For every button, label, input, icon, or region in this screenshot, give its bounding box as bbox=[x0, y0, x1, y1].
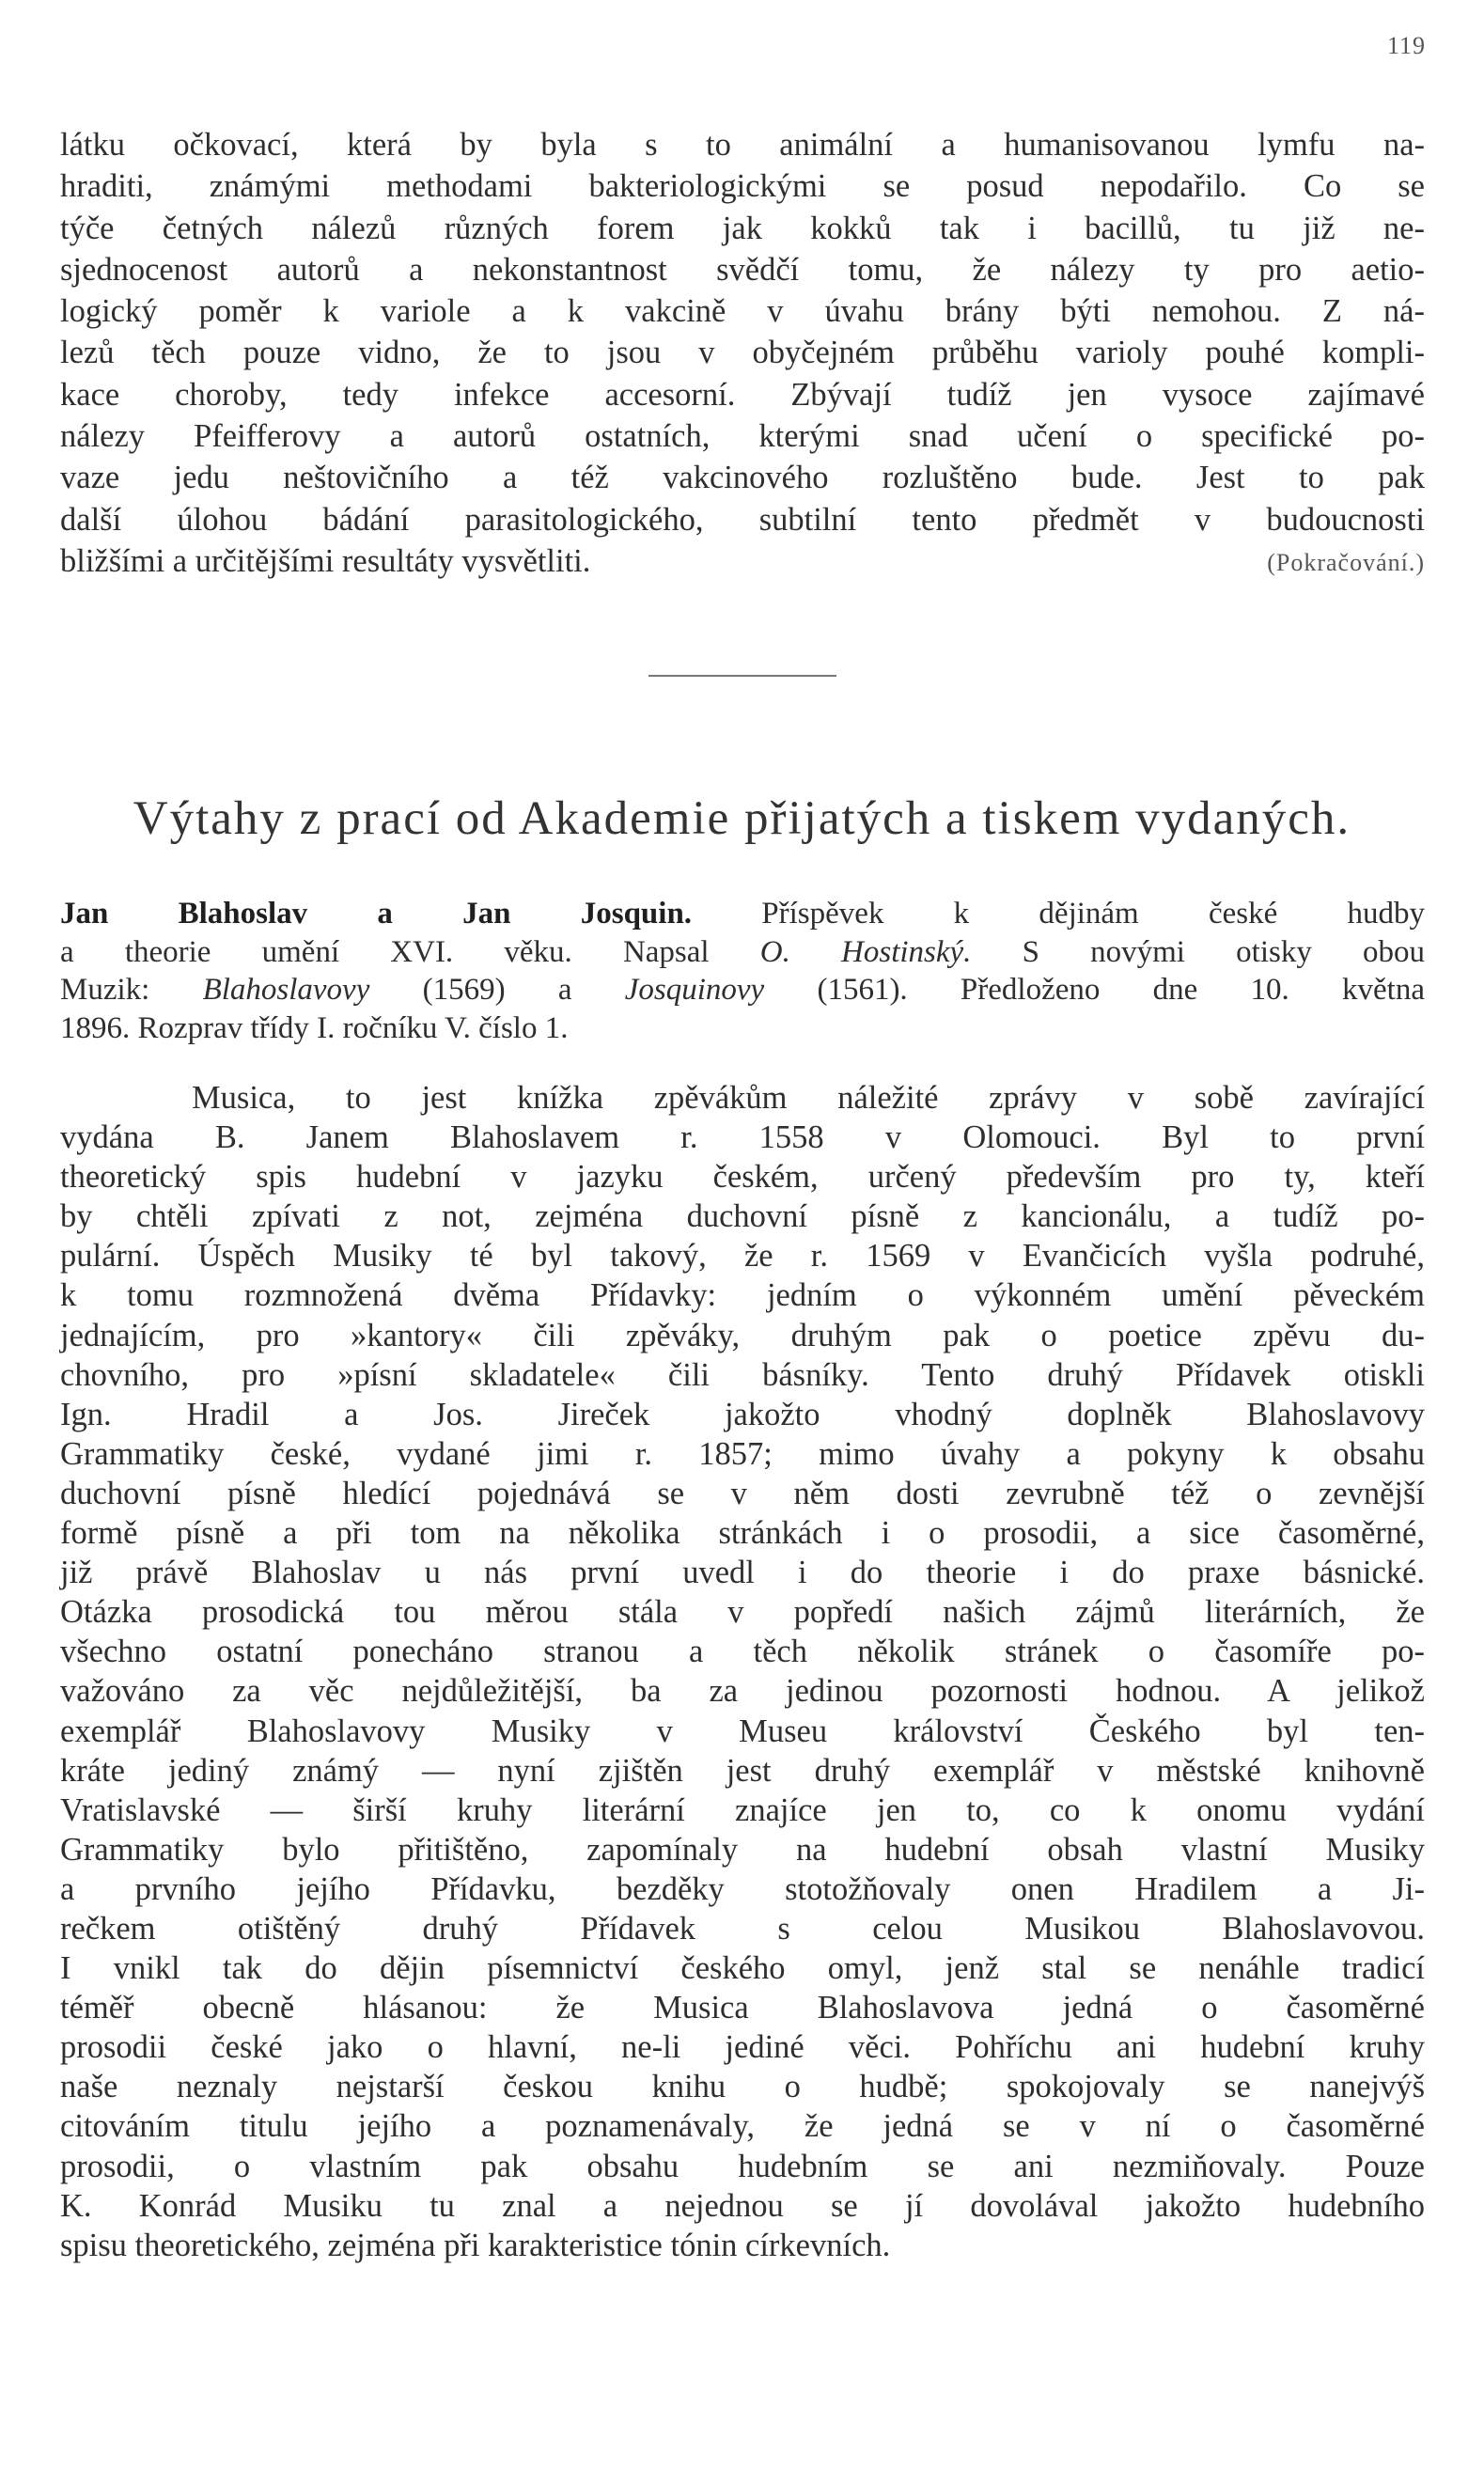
text-line: nálezy Pfeifferovy a autorů ostatních, kterými snad učení o specifické po- bbox=[60, 418, 1425, 455]
body-paragraph bbox=[60, 1078, 1425, 2265]
text-line: K. Konrád Musiku tu znal a nejednou se jí dovolával jakožto hudebního bbox=[60, 2187, 1425, 2224]
page-number: 119 bbox=[1386, 32, 1426, 59]
text-line: Ign. Hradil a Jos. Jireček jakožto vhodný doplněk Blahoslavovy bbox=[60, 1396, 1425, 1432]
text-line: logický poměr k variole a k vakcině v úvahu brány býti nemohou. Z ná- bbox=[60, 293, 1425, 330]
entry-text: (1569) a bbox=[422, 973, 572, 1007]
text-line: exemplář Blahoslavovy Musiky v Museu království Českého byl ten- bbox=[60, 1713, 1425, 1749]
text-line: I vnikl tak do dějin písemnictví českého omyl, jenž stal se nenáhle tradicí bbox=[60, 1950, 1425, 1987]
text-line: hraditi, známými methodami bakteriologickými se posud nepodařilo. Co se bbox=[60, 168, 1425, 205]
text-line: theoretický spis hudební v jazyku českém, určený především pro ty, kteří bbox=[60, 1159, 1425, 1196]
text-line: pulární. Úspěch Musiky té byl takový, že r. 1569 v Evančicích vyšla podruhé, bbox=[60, 1238, 1425, 1275]
text-line: k tomu rozmnožená dvěma Přídavky: jedním o výkonném umění pěveckém bbox=[60, 1277, 1425, 1314]
entry-line bbox=[60, 933, 1425, 972]
text-line: týče četných nálezů různých forem jak kokků tak i bacillů, tu již ne- bbox=[60, 210, 1425, 246]
entry-text: Muzik: bbox=[60, 973, 150, 1007]
text-line: Musica, to jest knížka zpěvákům náležité zprávy v sobě zavírající bbox=[192, 1080, 1425, 1116]
continuation-note: (Pokračování.) bbox=[1267, 548, 1425, 576]
entry-line bbox=[60, 895, 1425, 933]
text-line: prosodii české jako o hlavní, ne-li jediné věci. Pohříchu ani hudební kruhy bbox=[60, 2029, 1425, 2066]
entry-text: Příspěvek k dějinám české hudby bbox=[761, 897, 1425, 931]
text-line: chovního, pro »písní skladatele« čili básníky. Tento druhý Přídavek otiskli bbox=[60, 1356, 1425, 1393]
text-line: látku očkovací, která by byla s to animální a humanisovanou lymfu na- bbox=[60, 127, 1425, 163]
text-line: Vratislavské — širší kruhy literární znajíce jen to, co k onomu vydání bbox=[60, 1791, 1425, 1828]
text-line-content: bližšími a určitějšími resultáty vysvětliti. bbox=[60, 542, 591, 579]
text-line bbox=[60, 540, 1425, 582]
text-line: lezů těch pouze vidno, že to jsou v obyčejném průběhu varioly pouhé kompli- bbox=[60, 335, 1425, 371]
text-line: sjednocenost autorů a nekonstantnost svědčí tomu, že nálezy ty pro aetio- bbox=[60, 251, 1425, 288]
section-divider bbox=[648, 675, 836, 677]
text-line: již právě Blahoslav u nás první uvedl i do theorie i do praxe básnické. bbox=[60, 1555, 1425, 1591]
text-line: citováním titulu jejího a poznamenávaly, že jedná se v ní o časoměrné bbox=[60, 2108, 1425, 2145]
text-line: téměř obecně hlásanou: že Musica Blahoslavova jedná o časoměrné bbox=[60, 1990, 1425, 2026]
text-line: a prvního jejího Přídavku, bezděky stotožňovaly onen Hradilem a Ji- bbox=[60, 1870, 1425, 1907]
text-line: prosodii, o vlastním pak obsahu hudebním se ani nezmiňovaly. Pouze bbox=[60, 2148, 1425, 2184]
text-line: vydána B. Janem Blahoslavem r. 1558 v Olomouci. Byl to první bbox=[60, 1119, 1425, 1156]
text-line: spisu theoretického, zejména při karakteristice tónin církevních. bbox=[60, 2227, 891, 2263]
bibliographic-entry bbox=[60, 895, 1425, 1047]
continuation-paragraph bbox=[60, 124, 1425, 582]
text-line: rečkem otištěný druhý Přídavek s celou Musikou Blahoslavovou. bbox=[60, 1910, 1425, 1947]
entry-line: 1896. Rozprav třídy I. ročníku V. číslo 1. bbox=[60, 1010, 569, 1045]
text-line: formě písně a při tom na několika stránkách i o prosodii, a sice časoměrné, bbox=[60, 1515, 1425, 1552]
text-line: kráte jediný známý — nyní zjištěn jest druhý exemplář v městské knihovně bbox=[60, 1752, 1425, 1789]
entry-work-title: Josquinovy bbox=[624, 973, 765, 1007]
text-line: Grammatiky české, vydané jimi r. 1857; mimo úvahy a pokyny k obsahu bbox=[60, 1435, 1425, 1472]
text-line: další úlohou bádání parasitologického, subtilní tento předmět v budoucnosti bbox=[60, 501, 1425, 538]
entry-work-title: Blahoslavovy bbox=[202, 973, 370, 1007]
entry-text: S novými otisky obou bbox=[1022, 934, 1426, 969]
entry-text: (1561). Předloženo dne 10. května bbox=[817, 973, 1425, 1007]
text-line: všechno ostatní ponecháno stranou a těch několik stránek o časomíře po- bbox=[60, 1634, 1425, 1670]
entry-writer: O. Hostinský. bbox=[759, 934, 972, 969]
text-line: Otázka prosodická tou měrou stála v popředí našich zájmů literárních, že bbox=[60, 1594, 1425, 1631]
text-line: Grammatiky bylo přitištěno, zapomínaly na hudební obsah vlastní Musiky bbox=[60, 1831, 1425, 1868]
text-line: jednajícím, pro »kantory« čili zpěváky, druhým pak o poetice zpěvu du- bbox=[60, 1317, 1425, 1353]
text-line: naše neznaly nejstarší českou knihu o hudbě; spokojovaly se nanejvýš bbox=[60, 2069, 1425, 2105]
entry-text: a theorie umění XVI. věku. Napsal bbox=[60, 934, 710, 969]
section-title: Výtahy z prací od Akademie přijatých a tiskem vydaných. bbox=[133, 792, 1351, 845]
text-line: vaze jedu neštovičního a též vakcinového rozluštěno bude. Jest to pak bbox=[60, 460, 1425, 496]
text-line: važováno za věc nejdůležitější, ba za jedinou pozornosti hodnou. A jelikož bbox=[60, 1673, 1425, 1710]
entry-author: Jan Blahoslav a Jan Josquin. bbox=[60, 897, 693, 931]
text-line: by chtěli zpívati z not, zejména duchovní písně z kancionálu, a tudíž po- bbox=[60, 1198, 1425, 1235]
text-line: duchovní písně hledící pojednává se v něm dosti zevrubně též o zevnější bbox=[60, 1475, 1425, 1511]
text-line: kace choroby, tedy infekce accesorní. Zbývají tudíž jen vysoce zajímavé bbox=[60, 376, 1425, 413]
entry-line bbox=[60, 971, 1425, 1009]
